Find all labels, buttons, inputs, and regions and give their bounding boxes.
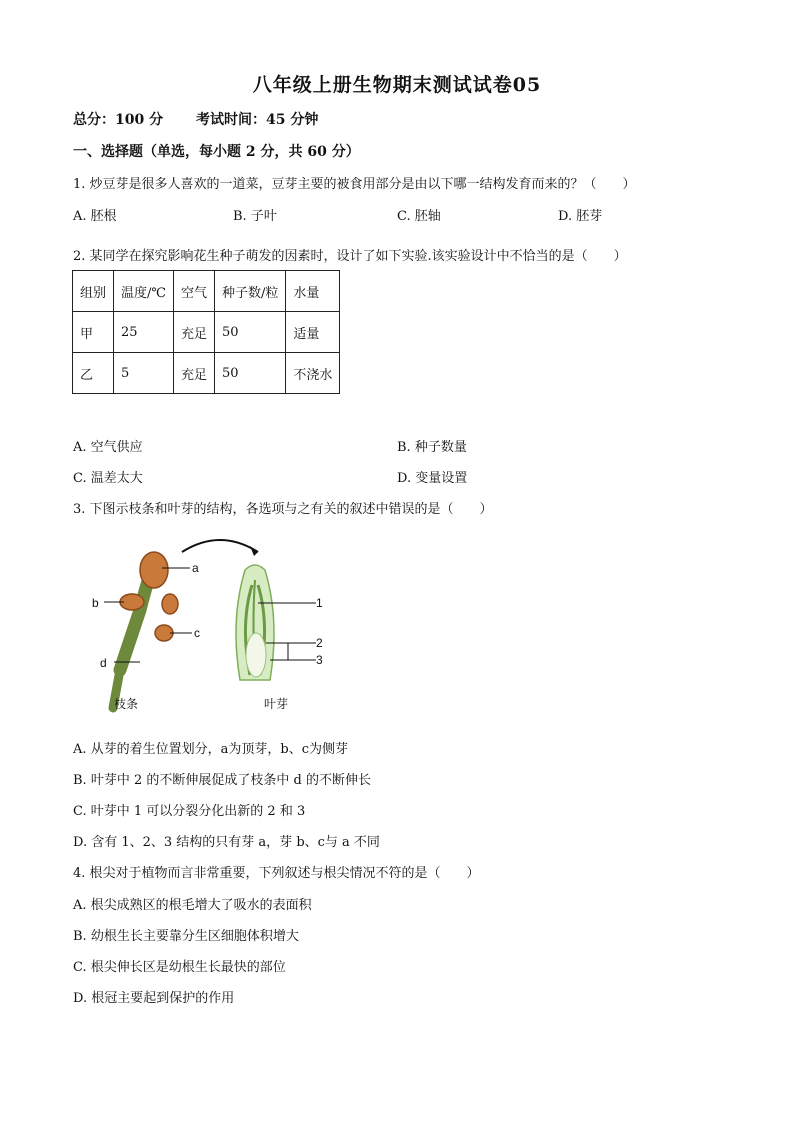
- q1-option-a: A. 胚根: [73, 209, 117, 224]
- experiment-table: [72, 270, 340, 394]
- question-1-stem: 1. 炒豆芽是很多人喜欢的一道菜，豆芽主要的被食用部分是由以下哪一结构发育而来的？（ ）: [73, 177, 636, 192]
- table-cell: 50: [214, 312, 285, 353]
- label-b: b: [92, 596, 99, 610]
- table-cell: 乙: [73, 353, 114, 394]
- label-1: 1: [316, 596, 323, 610]
- question-4-stem: 4. 根尖对于植物而言非常重要，下列叙述与根尖情况不符的是（ ）: [73, 866, 480, 881]
- table-cell: 不浇水: [286, 353, 340, 394]
- exam-time: 考试时间：45 分钟: [196, 112, 319, 128]
- q3-option-b: B. 叶芽中 2 的不断伸展促成了枝条中 d 的不断伸长: [73, 773, 371, 788]
- question-3-stem: 3. 下图示枝条和叶芽的结构，各选项与之有关的叙述中错误的是（ ）: [73, 502, 493, 517]
- table-row: [73, 312, 340, 353]
- q2-option-b: B. 种子数量: [397, 440, 467, 455]
- total-score: 总分：100 分: [73, 112, 164, 128]
- label-a: a: [192, 561, 199, 575]
- q4-option-d: D. 根冠主要起到保护的作用: [73, 991, 235, 1006]
- label-3: 3: [316, 653, 323, 667]
- table-header-cell: 空气: [173, 271, 214, 312]
- branch-and-bud-figure: [80, 530, 360, 720]
- section-heading: 一、选择题（单选，每小题 2 分，共 60 分）: [73, 144, 360, 160]
- label-d: d: [100, 656, 107, 670]
- table-header-cell: 种子数/粒: [214, 271, 285, 312]
- q1-option-c: C. 胚轴: [397, 209, 441, 224]
- page-title: 八年级上册生物期末测试试卷05: [252, 74, 542, 96]
- q1-option-b: B. 子叶: [233, 209, 277, 224]
- q4-option-a: A. 根尖成熟区的根毛增大了吸水的表面积: [73, 898, 312, 913]
- q4-option-c: C. 根尖伸长区是幼根生长最快的部位: [73, 960, 286, 975]
- q4-option-b: B. 幼根生长主要靠分生区细胞体积增大: [73, 929, 299, 944]
- table-cell: 适量: [286, 312, 340, 353]
- caption-branch: 枝条: [114, 697, 139, 711]
- table-header-cell: 温度/℃: [114, 271, 174, 312]
- table-header-cell: 组别: [73, 271, 114, 312]
- q2-option-c: C. 温差太大: [73, 471, 143, 486]
- table-cell: 充足: [173, 353, 214, 394]
- question-2-stem: 2. 某同学在探究影响花生种子萌发的因素时，设计了如下实验.该实验设计中不恰当的是（ ）: [73, 249, 627, 264]
- table-cell: 50: [214, 353, 285, 394]
- table-cell: 5: [114, 353, 174, 394]
- branch-bud-illustration: [80, 530, 360, 720]
- q2-option-d: D. 变量设置: [397, 471, 468, 486]
- table-cell: 25: [114, 312, 174, 353]
- q2-option-a: A. 空气供应: [73, 440, 143, 455]
- label-2: 2: [316, 636, 323, 650]
- caption-leaf-bud: 叶芽: [264, 697, 289, 711]
- q3-option-a: A. 从芽的着生位置划分，a为顶芽，b、c为侧芽: [73, 742, 349, 757]
- table-cell: 甲: [73, 312, 114, 353]
- label-c: c: [194, 626, 200, 640]
- table-cell: 充足: [173, 312, 214, 353]
- q3-option-c: C. 叶芽中 1 可以分裂分化出新的 2 和 3: [73, 804, 306, 819]
- table-header-cell: 水量: [286, 271, 340, 312]
- q1-option-d: D. 胚芽: [558, 209, 603, 224]
- table-row: [73, 353, 340, 394]
- q3-option-d: D. 含有 1、2、3 结构的只有芽 a，芽 b、c与 a 不同: [73, 835, 380, 850]
- table-header-row: [73, 271, 340, 312]
